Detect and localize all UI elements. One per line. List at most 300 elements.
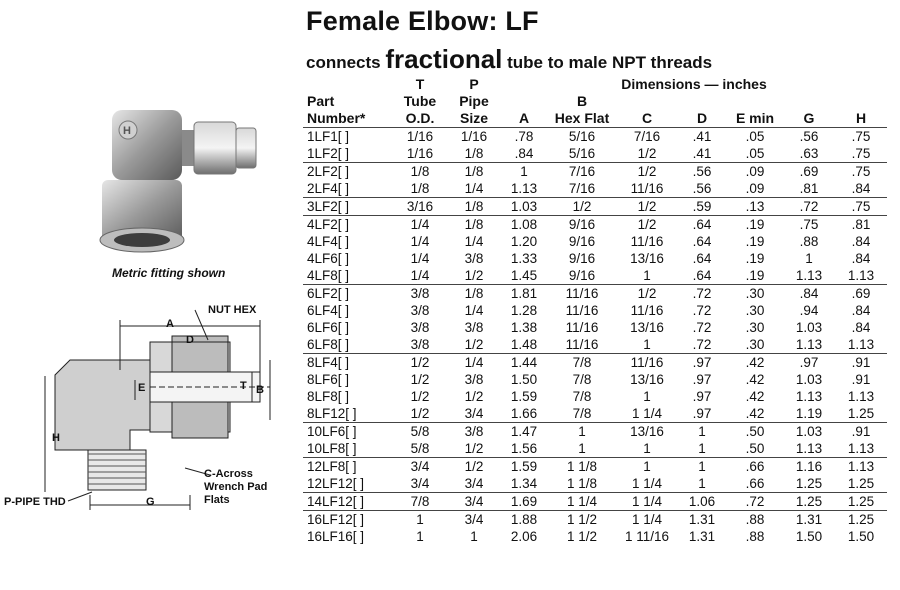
cell-dim-a: 1.44 xyxy=(501,354,547,372)
cell-dim-e-min: .30 xyxy=(745,337,765,352)
cell-part-number: 2LF4[ ] xyxy=(307,181,350,196)
cell-tube-od: 1/8 xyxy=(393,163,447,181)
cell-dim-c: 13/16 xyxy=(630,372,664,387)
cell-dim-g: .97 xyxy=(783,354,835,372)
cell-part-number: 6LF6[ ] xyxy=(307,320,350,335)
cell-dim-g: .81 xyxy=(799,181,819,196)
cell-dim-d: .56 xyxy=(677,163,727,181)
cell-dim-h: .75 xyxy=(835,198,887,216)
cell-dim-e-min: .30 xyxy=(727,285,783,303)
cell-tube-od: 7/8 xyxy=(393,493,447,511)
cell-dim-a: 1.59 xyxy=(501,458,547,476)
cell-dim-d: 1.31 xyxy=(688,529,716,544)
cell-dim-c: 1/2 xyxy=(617,198,677,216)
cell-dim-d: 1.06 xyxy=(677,493,727,511)
cell-part-number: 4LF4[ ] xyxy=(307,234,350,249)
table-row xyxy=(303,145,887,163)
cell-dim-h: .69 xyxy=(835,285,887,303)
cell-tube-od: 1/4 xyxy=(410,268,430,283)
cell-dim-b: 9/16 xyxy=(568,268,596,283)
header-hex-flat: Hex Flat xyxy=(547,110,617,128)
header-a: A xyxy=(501,110,547,128)
label-e: E xyxy=(138,382,146,394)
subtitle-suffix: tube to male NPT threads xyxy=(502,53,713,72)
cell-dim-b: 1 1/4 xyxy=(547,493,617,511)
table-row xyxy=(303,180,887,198)
cell-pipe-size: 1/4 xyxy=(464,181,484,196)
cell-dim-h: 1.25 xyxy=(835,511,887,529)
cell-dim-h: .84 xyxy=(851,251,871,266)
cell-dim-c: 1/2 xyxy=(617,285,677,303)
cell-dim-e-min: .05 xyxy=(727,128,783,146)
cell-dim-e-min: .19 xyxy=(745,234,765,249)
cell-dim-d: .72 xyxy=(677,285,727,303)
cell-dim-h: .75 xyxy=(835,128,887,146)
cell-tube-od: 1/16 xyxy=(406,146,434,161)
cell-dim-a: 1.47 xyxy=(501,423,547,441)
cell-dim-d: .97 xyxy=(692,372,712,387)
cell-pipe-size: 1/2 xyxy=(464,268,484,283)
cell-pipe-size: 3/8 xyxy=(464,320,484,335)
header-row-1 xyxy=(303,76,887,93)
cell-part-number: 8LF4[ ] xyxy=(303,354,393,372)
label-t: T xyxy=(240,380,247,392)
cell-dim-b: 1 1/2 xyxy=(566,529,598,544)
cell-dim-h: 1.13 xyxy=(847,441,875,456)
cell-dim-g: 1.25 xyxy=(783,493,835,511)
label-nut-hex: NUT HEX xyxy=(208,304,257,316)
cell-dim-g: .94 xyxy=(799,303,819,318)
cell-dim-d: .64 xyxy=(692,251,712,266)
header-p: P xyxy=(469,76,479,92)
cell-dim-e-min: .19 xyxy=(745,268,765,283)
cell-dim-d: .97 xyxy=(677,354,727,372)
cell-dim-b: 1/2 xyxy=(547,198,617,216)
cell-dim-e-min: .42 xyxy=(745,372,765,387)
cell-part-number: 12LF8[ ] xyxy=(303,458,393,476)
cell-dim-g: 1.13 xyxy=(795,389,823,404)
cell-part-number: 1LF2[ ] xyxy=(307,146,350,161)
cell-dim-h: .75 xyxy=(835,163,887,181)
table-body xyxy=(303,128,887,546)
cell-dim-e-min: .88 xyxy=(727,511,783,529)
cell-part-number: 14LF12[ ] xyxy=(303,493,393,511)
table-row xyxy=(303,528,887,545)
cell-tube-od: 3/8 xyxy=(393,285,447,303)
cell-pipe-size: 1/4 xyxy=(464,234,484,249)
photo-caption: Metric fitting shown xyxy=(112,266,226,280)
cell-dim-g: .72 xyxy=(783,198,835,216)
cell-dim-c: 1 xyxy=(617,458,677,476)
cell-dim-c: 1 11/16 xyxy=(624,529,670,544)
table-row xyxy=(303,405,887,423)
table-row xyxy=(303,198,887,216)
cell-dim-c: 1 xyxy=(643,337,651,352)
cell-part-number: 8LF12[ ] xyxy=(307,406,357,421)
cell-dim-h: .91 xyxy=(835,423,887,441)
table-row xyxy=(303,267,887,285)
page-subtitle xyxy=(306,44,712,75)
header-od: O.D. xyxy=(393,110,447,128)
cell-dim-a: 1.59 xyxy=(510,389,538,404)
cell-pipe-size: 1/2 xyxy=(464,389,484,404)
cell-dim-d: 1.31 xyxy=(677,511,727,529)
cell-dim-h: .91 xyxy=(851,372,871,387)
label-h: H xyxy=(52,432,60,444)
cell-part-number: 16LF16[ ] xyxy=(307,529,365,544)
header-size: Size xyxy=(447,110,501,128)
cell-dim-b: 11/16 xyxy=(565,303,599,318)
cell-pipe-size: 3/4 xyxy=(464,406,484,421)
cell-dim-b: 7/8 xyxy=(547,354,617,372)
cell-part-number: 16LF12[ ] xyxy=(303,511,393,529)
cell-dim-c: 1 1/4 xyxy=(617,511,677,529)
header-dimensions: Dimensions — inches xyxy=(621,76,767,92)
header-d: D xyxy=(677,110,727,128)
cell-dim-g: 1.50 xyxy=(795,529,823,544)
cell-dim-c: 1 1/4 xyxy=(631,476,663,491)
cell-pipe-size: 3/4 xyxy=(464,476,484,491)
cell-dim-h: .91 xyxy=(835,354,887,372)
cell-dim-g: 1.31 xyxy=(783,511,835,529)
cell-dim-g: 1.03 xyxy=(795,372,823,387)
cell-part-number: 4LF8[ ] xyxy=(307,268,350,283)
cell-dim-e-min: .66 xyxy=(745,476,765,491)
cell-part-number: 10LF8[ ] xyxy=(307,441,357,456)
cell-dim-d: .97 xyxy=(692,389,712,404)
cell-dim-c: 13/16 xyxy=(630,251,664,266)
cell-dim-c: 1/2 xyxy=(637,146,657,161)
cell-dim-a: 1.45 xyxy=(510,268,538,283)
cell-dim-c: 1 xyxy=(643,441,651,456)
cell-dim-h: .75 xyxy=(851,146,871,161)
cell-dim-d: .64 xyxy=(692,268,712,283)
cell-dim-c: 1/2 xyxy=(617,216,677,234)
cell-tube-od: 3/8 xyxy=(410,337,430,352)
label-flats: Flats xyxy=(204,494,230,506)
label-c-across: C-Across xyxy=(204,468,253,480)
cell-dim-a: 1 xyxy=(501,163,547,181)
cell-dim-b: 1 xyxy=(547,423,617,441)
cell-tube-od: 1/8 xyxy=(410,181,430,196)
header-row-2 xyxy=(303,93,887,110)
cell-dim-g: .88 xyxy=(799,234,819,249)
cell-dim-g: .69 xyxy=(783,163,835,181)
cell-pipe-size: 1/2 xyxy=(464,441,484,456)
cell-tube-od: 1/4 xyxy=(410,251,430,266)
cell-part-number: 4LF2[ ] xyxy=(303,216,393,234)
cell-dim-h: 1.50 xyxy=(847,529,875,544)
table-row xyxy=(303,336,887,354)
cell-dim-d: .72 xyxy=(692,337,712,352)
cell-tube-od: 1/4 xyxy=(410,234,430,249)
cell-dim-d: 1 xyxy=(677,458,727,476)
cell-dim-b: 7/8 xyxy=(572,406,592,421)
table-row xyxy=(303,511,887,529)
cell-tube-od: 1/16 xyxy=(393,128,447,146)
table-row xyxy=(303,285,887,303)
cell-dim-c: 11/16 xyxy=(617,354,677,372)
cell-dim-e-min: .30 xyxy=(745,303,765,318)
cell-dim-d: .59 xyxy=(677,198,727,216)
table-row xyxy=(303,354,887,372)
header-t: T xyxy=(415,76,425,92)
cell-tube-od: 5/8 xyxy=(410,441,430,456)
cell-dim-b: 11/16 xyxy=(565,320,599,335)
cell-dim-e-min: .09 xyxy=(727,163,783,181)
svg-text:H: H xyxy=(123,125,131,137)
cell-tube-od: 5/8 xyxy=(393,423,447,441)
header-b: B xyxy=(576,93,588,109)
label-g: G xyxy=(146,496,155,508)
cell-dim-e-min: .42 xyxy=(745,389,765,404)
cell-pipe-size: 1/8 xyxy=(447,198,501,216)
cell-pipe-size: 3/8 xyxy=(464,372,484,387)
cell-dim-c: 1/2 xyxy=(617,163,677,181)
cell-dim-c: 11/16 xyxy=(630,303,664,318)
cell-part-number: 1LF1[ ] xyxy=(303,128,393,146)
cell-dim-e-min: .42 xyxy=(745,406,765,421)
cell-dim-b: 1 1/2 xyxy=(547,511,617,529)
cell-dim-g: 1 xyxy=(805,251,813,266)
cell-tube-od: 3/4 xyxy=(410,476,430,491)
cell-dim-e-min: .42 xyxy=(727,354,783,372)
cell-pipe-size: 3/4 xyxy=(447,493,501,511)
table-row xyxy=(303,250,887,267)
cell-dim-b: 9/16 xyxy=(568,251,596,266)
cell-dim-g: 1.03 xyxy=(783,423,835,441)
cell-dim-b: 7/8 xyxy=(572,389,592,404)
header-tube: Tube xyxy=(403,93,437,109)
cell-dim-d: .72 xyxy=(692,320,712,335)
header-row-3 xyxy=(303,110,887,128)
cell-dim-a: 1.13 xyxy=(510,181,538,196)
cell-dim-a: 1.28 xyxy=(510,303,538,318)
cell-pipe-size: 1/8 xyxy=(447,216,501,234)
table-row xyxy=(303,216,887,234)
label-b: B xyxy=(256,384,264,396)
cell-dim-a: 1.38 xyxy=(510,320,538,335)
cell-dim-e-min: .72 xyxy=(727,493,783,511)
cell-dim-e-min: .30 xyxy=(745,320,765,335)
cell-dim-g: 1.19 xyxy=(795,406,823,421)
cell-dim-a: 2.06 xyxy=(510,529,538,544)
cell-dim-c: 11/16 xyxy=(630,181,664,196)
table-row xyxy=(303,493,887,511)
cell-pipe-size: 3/8 xyxy=(447,423,501,441)
header-pipe: Pipe xyxy=(459,93,489,109)
cell-dim-h: 1.13 xyxy=(847,268,875,283)
cell-dim-b: 5/16 xyxy=(547,128,617,146)
cell-dim-e-min: .13 xyxy=(727,198,783,216)
cell-tube-od: 1/2 xyxy=(410,372,430,387)
cell-dim-g: .56 xyxy=(783,128,835,146)
table-row xyxy=(303,423,887,441)
cell-dim-a: 1.50 xyxy=(510,372,538,387)
cell-dim-h: .84 xyxy=(851,320,871,335)
cell-part-number: 8LF8[ ] xyxy=(307,389,350,404)
cell-dim-h: 1.13 xyxy=(835,458,887,476)
cell-dim-b: 11/16 xyxy=(565,337,599,352)
cell-dim-h: .84 xyxy=(851,303,871,318)
cell-dim-a: 1.08 xyxy=(501,216,547,234)
cell-dim-g: .84 xyxy=(783,285,835,303)
label-wrench-pad: Wrench Pad xyxy=(204,481,268,493)
cell-dim-a: 1.03 xyxy=(501,198,547,216)
cell-part-number: 2LF2[ ] xyxy=(303,163,393,181)
header-e-min: E min xyxy=(727,110,783,128)
cell-dim-d: .56 xyxy=(692,181,712,196)
cell-dim-e-min: .05 xyxy=(745,146,765,161)
cell-dim-a: 1.34 xyxy=(510,476,538,491)
cell-dim-e-min: .19 xyxy=(745,251,765,266)
cell-pipe-size: 1/2 xyxy=(464,337,484,352)
cell-dim-c: 1 xyxy=(643,389,651,404)
cell-tube-od: 3/16 xyxy=(393,198,447,216)
cell-dim-d: .72 xyxy=(692,303,712,318)
cell-part-number: 4LF6[ ] xyxy=(307,251,350,266)
cell-pipe-size: 3/4 xyxy=(447,511,501,529)
cell-dim-c: 1 1/4 xyxy=(631,406,663,421)
cell-dim-h: 1.25 xyxy=(847,476,875,491)
product-photo xyxy=(82,100,272,260)
cell-dim-d: 1 xyxy=(698,476,706,491)
cell-dim-e-min: .09 xyxy=(745,181,765,196)
cell-dim-g: .63 xyxy=(799,146,819,161)
cell-dim-b: 9/16 xyxy=(568,234,596,249)
table-row xyxy=(303,319,887,336)
header-h: H xyxy=(835,110,887,128)
cell-dim-c: 11/16 xyxy=(630,234,664,249)
cell-dim-h: 1.25 xyxy=(835,493,887,511)
cell-tube-od: 1/4 xyxy=(393,216,447,234)
cell-dim-g: 1.13 xyxy=(795,337,823,352)
cell-dim-a: 1.66 xyxy=(510,406,538,421)
cell-pipe-size: 1/8 xyxy=(464,146,484,161)
cell-dim-b: 1 xyxy=(578,441,586,456)
cell-dim-d: .41 xyxy=(677,128,727,146)
cell-dim-b: 7/16 xyxy=(547,163,617,181)
header-c: C xyxy=(617,110,677,128)
cell-dim-a: .84 xyxy=(514,146,534,161)
cell-dim-g: .75 xyxy=(783,216,835,234)
page-title: Female Elbow: LF xyxy=(306,6,539,36)
cell-tube-od: 1/2 xyxy=(410,406,430,421)
cell-tube-od: 1 xyxy=(416,529,424,544)
cell-tube-od: 3/8 xyxy=(410,320,430,335)
label-p-pipe-thd: P-PIPE THD xyxy=(4,496,66,508)
cell-dim-b: 1 1/8 xyxy=(547,458,617,476)
cell-tube-od: 1/2 xyxy=(410,389,430,404)
cell-pipe-size: 1/2 xyxy=(447,458,501,476)
cell-tube-od: 3/4 xyxy=(393,458,447,476)
cell-dim-a: 1.81 xyxy=(501,285,547,303)
cell-dim-c: 7/16 xyxy=(617,128,677,146)
cell-dim-b: 1 1/8 xyxy=(566,476,598,491)
cell-dim-e-min: .66 xyxy=(727,458,783,476)
cell-part-number: 10LF6[ ] xyxy=(303,423,393,441)
cell-part-number: 6LF2[ ] xyxy=(303,285,393,303)
table-row xyxy=(303,388,887,405)
cell-dim-c: 13/16 xyxy=(617,423,677,441)
table-row xyxy=(303,371,887,388)
cell-dim-b: 7/16 xyxy=(568,181,596,196)
cell-part-number: 12LF12[ ] xyxy=(307,476,365,491)
cell-dim-a: 1.33 xyxy=(510,251,538,266)
cell-part-number: 8LF6[ ] xyxy=(307,372,350,387)
cell-dim-h: .84 xyxy=(851,234,871,249)
subtitle-prefix: connects xyxy=(306,53,386,72)
cell-dim-e-min: .19 xyxy=(727,216,783,234)
cell-pipe-size: 1 xyxy=(470,529,478,544)
cell-dim-h: .84 xyxy=(851,181,871,196)
cell-dim-a: 1.20 xyxy=(510,234,538,249)
cell-pipe-size: 1/4 xyxy=(464,303,484,318)
cell-dim-g: 1.16 xyxy=(783,458,835,476)
cell-pipe-size: 1/8 xyxy=(447,285,501,303)
cell-dim-g: 1.03 xyxy=(795,320,823,335)
cell-dim-a: 1.56 xyxy=(510,441,538,456)
label-a: A xyxy=(166,318,174,330)
cell-dim-h: 1.25 xyxy=(847,406,875,421)
cell-dim-b: 7/8 xyxy=(572,372,592,387)
cell-part-number: 3LF2[ ] xyxy=(303,198,393,216)
cell-part-number: 6LF8[ ] xyxy=(307,337,350,352)
table-row xyxy=(303,302,887,319)
cell-pipe-size: 3/8 xyxy=(464,251,484,266)
table-row xyxy=(303,475,887,493)
table-row xyxy=(303,440,887,458)
subtitle-emphasis: fractional xyxy=(385,44,503,74)
cell-dim-c: 1 xyxy=(643,268,651,283)
table-row xyxy=(303,163,887,181)
cell-tube-od: 1 xyxy=(393,511,447,529)
cell-dim-a: 1.48 xyxy=(510,337,538,352)
cell-part-number: 6LF4[ ] xyxy=(307,303,350,318)
cell-dim-e-min: .88 xyxy=(745,529,765,544)
dimensions-table xyxy=(303,76,887,545)
cell-dim-e-min: .50 xyxy=(727,423,783,441)
table-row xyxy=(303,233,887,250)
cell-dim-d: .64 xyxy=(677,216,727,234)
cell-tube-od: 3/8 xyxy=(410,303,430,318)
cell-dim-h: .81 xyxy=(835,216,887,234)
cell-dim-b: 9/16 xyxy=(547,216,617,234)
cell-dim-d: .97 xyxy=(692,406,712,421)
header-part-number: Number* xyxy=(303,110,393,128)
cell-dim-g: 1.25 xyxy=(795,476,823,491)
header-part: Part xyxy=(307,93,335,109)
header-g: G xyxy=(783,110,835,128)
cell-dim-d: 1 xyxy=(677,423,727,441)
table-row xyxy=(303,458,887,476)
cell-dim-a: 1.69 xyxy=(501,493,547,511)
dimension-diagram xyxy=(0,300,300,520)
cell-pipe-size: 1/8 xyxy=(447,163,501,181)
cell-dim-b: 5/16 xyxy=(568,146,596,161)
cell-dim-h: 1.13 xyxy=(847,389,875,404)
cell-dim-g: 1.13 xyxy=(795,268,823,283)
cell-dim-h: 1.13 xyxy=(847,337,875,352)
table-row xyxy=(303,128,887,146)
cell-pipe-size: 1/16 xyxy=(447,128,501,146)
cell-pipe-size: 1/4 xyxy=(447,354,501,372)
cell-dim-c: 1 1/4 xyxy=(617,493,677,511)
cell-dim-e-min: .50 xyxy=(745,441,765,456)
cell-dim-g: 1.13 xyxy=(795,441,823,456)
cell-dim-a: .78 xyxy=(501,128,547,146)
label-d: D xyxy=(186,334,194,346)
